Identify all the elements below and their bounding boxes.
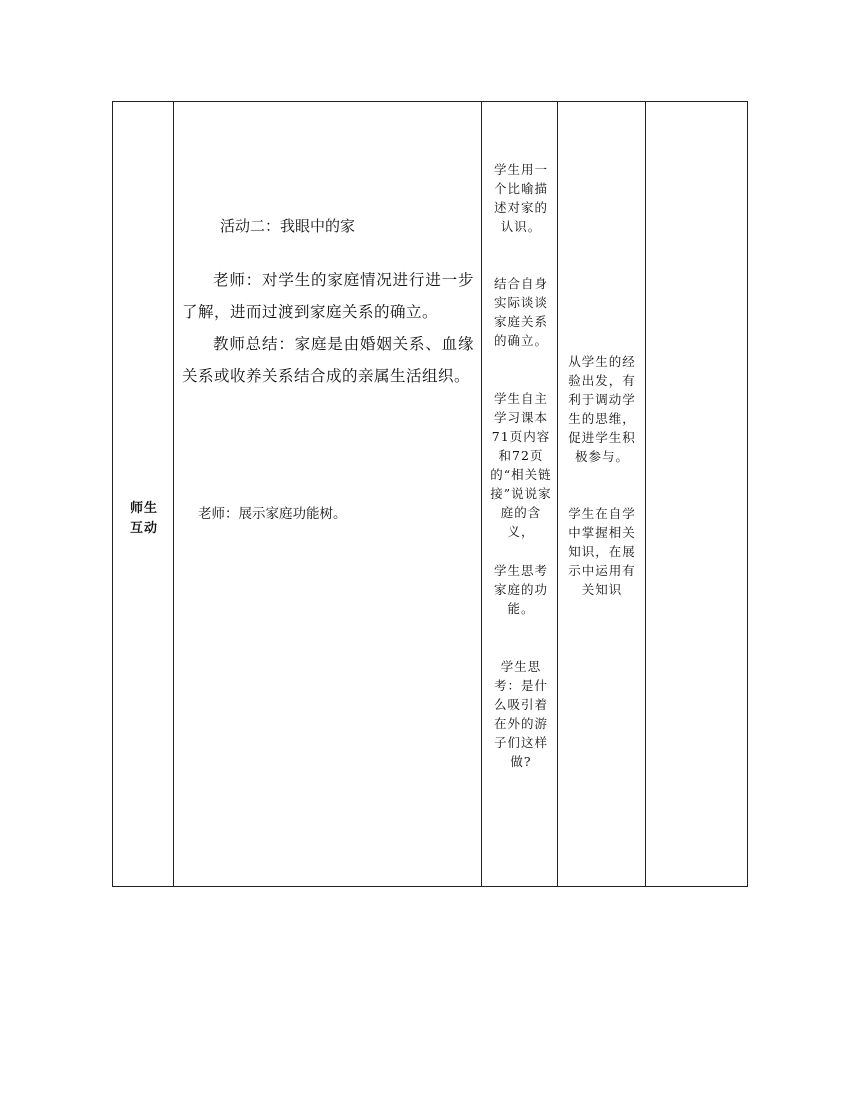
student-activity-item: 结合自身实际谈谈家庭关系的确立。 bbox=[493, 276, 548, 348]
row-label: 师生 互动 bbox=[129, 501, 158, 536]
teacher-paragraph: 老师：对学生的家庭情况进行进一步了解，进而过渡到家庭关系的确立。 bbox=[182, 271, 474, 321]
student-activity-item: 学生用一个比喻描述对家的认识。 bbox=[493, 162, 548, 234]
function-tree-note: 老师：展示家庭功能树。 bbox=[198, 506, 347, 522]
lesson-table bbox=[112, 101, 748, 887]
student-activity-item: 学生思考：是什么吸引着在外的游子们这样做? bbox=[493, 659, 548, 769]
activity-cell bbox=[174, 102, 481, 886]
design-intent-cell bbox=[558, 102, 645, 886]
design-intent-item: 学生在自学中掌握相关知识，在展示中运用有关知识 bbox=[568, 506, 636, 597]
design-intent-item: 从学生的经验出发，有利于调动学生的思维，促进学生积极参与。 bbox=[568, 354, 636, 464]
student-activity-cell bbox=[482, 102, 557, 886]
row-label-cell bbox=[113, 102, 173, 886]
notes-cell bbox=[646, 102, 748, 886]
summary-paragraph: 教师总结：家庭是由婚姻关系、血缘关系或收养关系结合成的亲属生活组织。 bbox=[182, 335, 474, 385]
activity-title: 活动二：我眼中的家 bbox=[220, 217, 356, 235]
student-activity-item: 学生自主学习课本71页内容和72页的“相关链接”说说家庭的含义， bbox=[490, 391, 552, 539]
student-activity-item: 学生思考家庭的功能。 bbox=[493, 563, 548, 616]
